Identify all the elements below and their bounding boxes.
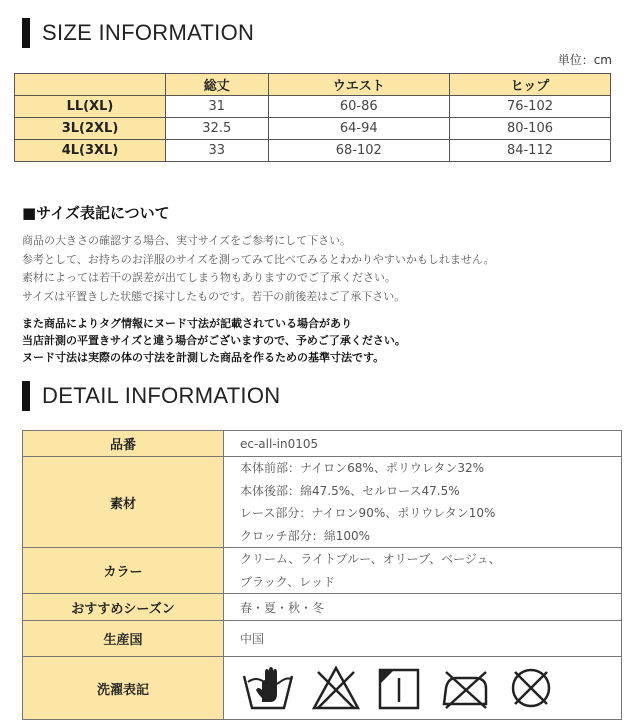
size-table-corner [15,74,166,96]
table-row [23,548,622,594]
table-cell: 60-86 [268,96,449,118]
note-line: 当店計測の平置きサイズと違う場合がございますので、予めご了承ください。 [22,334,406,347]
table-row [15,96,611,118]
no-bleach-icon [310,664,362,712]
row-label: カラー [23,548,224,594]
table-row [23,431,622,457]
column-header: 総丈 [166,74,269,96]
row-label: 洗濯表記 [23,657,224,720]
note-line: サイズは平置きした状態で採寸したものです。若干の前後差はご了承下さい。 [22,289,406,303]
material-line: 本体前部：ナイロン68%、ポリウレタン32% [240,461,485,475]
row-label: 素材 [23,457,224,548]
section-bar [22,18,30,48]
column-header: ウエスト [268,74,449,96]
table-row [15,140,611,162]
detail-table [22,430,622,720]
table-row [23,657,622,720]
note-line: 参考として、お持ちのお洋服のサイズを測ってみて比べてみるとわかりやすいかもしれません。 [22,252,495,266]
table-row [23,457,622,548]
color-cell [224,548,622,594]
washing-icons-cell [224,657,622,720]
table-cell: 76-102 [449,96,610,118]
size-notes [22,232,495,306]
unit-label: 単位：cm [557,53,612,67]
table-cell: 32.5 [166,118,269,140]
season-value: 春・夏・秋・冬 [224,594,622,621]
row-label: 品番 [23,431,224,457]
column-header: ヒップ [449,74,610,96]
row-label: 生産国 [23,621,224,657]
size-notes-title: ■サイズ表記について [22,204,170,222]
table-row [23,594,622,621]
table-cell: 84-112 [449,140,610,162]
note-line: また商品によりタグ情報にヌード寸法が記載されている場合があり [22,317,352,330]
size-table-header [15,74,611,96]
size-label: 3L(2XL) [15,118,166,140]
table-cell: 31 [166,96,269,118]
note-line: 商品の大きさの確認する場合、実寸サイズをご参考にして下さい。 [22,234,352,247]
product-number: ec-all-in0105 [224,431,622,457]
no-dry-clean-icon [506,664,556,712]
size-table [14,73,611,162]
detail-section-header [22,381,280,411]
origin-value: 中国 [224,621,622,657]
color-line: ブラック、レッド [240,574,336,589]
note-line: 素材によっては若干の誤差が出てしまう物もありますのでご了承ください。 [22,271,396,284]
detail-section-title: DETAIL INFORMATION [42,383,281,408]
section-bar [22,381,30,411]
line-dry-icon [376,664,424,712]
material-line: レース部分：ナイロン90%、ポリウレタン10% [240,506,496,520]
size-section-title: SIZE INFORMATION [42,20,255,45]
table-cell: 68-102 [268,140,449,162]
material-line: クロッチ部分：綿100% [240,528,371,543]
nude-size-notes [22,315,406,366]
table-cell: 80-106 [449,118,610,140]
material-cell [224,457,622,548]
table-row [23,621,622,657]
size-label: 4L(3XL) [15,140,166,162]
table-cell: 64-94 [268,118,449,140]
table-cell: 33 [166,140,269,162]
note-line: ヌード寸法は実際の体の寸法を計測した商品を作るための基準寸法です。 [22,351,385,364]
table-row [15,118,611,140]
row-label: おすすめシーズン [23,594,224,621]
size-section-header [22,18,254,48]
material-line: 本体後部：綿47.5%、セルロース47.5% [240,483,460,498]
hand-wash-icon [240,664,296,712]
no-iron-icon [438,664,492,712]
size-label: LL(XL) [15,96,166,118]
color-line: クリーム、ライトブルー、オリーブ、ベージュ、 [240,552,501,566]
